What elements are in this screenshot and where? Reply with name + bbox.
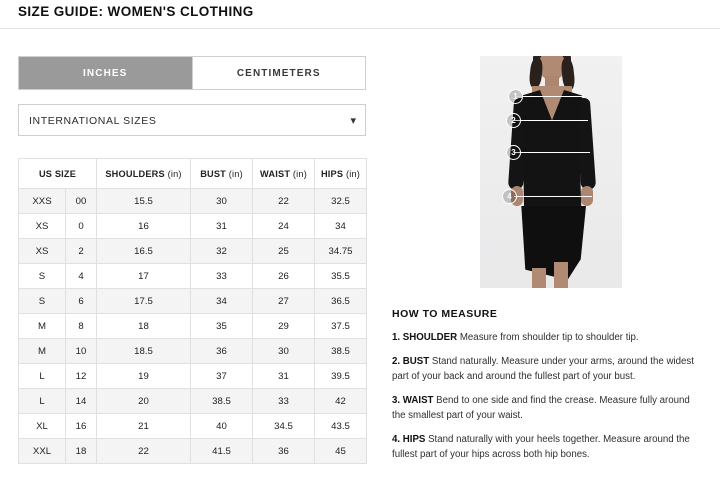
measure-line-shoulder [516, 96, 584, 97]
cell-us-size: M [19, 339, 66, 364]
cell-waist: 26 [253, 264, 315, 289]
size-system-select[interactable] [18, 104, 366, 136]
cell-numeric-size: 10 [66, 339, 97, 364]
cell-hips: 35.5 [315, 264, 367, 289]
cell-waist: 27 [253, 289, 315, 314]
col-header-shoulders-unit: (in) [167, 168, 182, 179]
cell-bust: 32 [191, 239, 253, 264]
col-header-waist [253, 159, 315, 189]
how-to-item-waist [392, 393, 704, 423]
table-header-row [19, 159, 367, 189]
cell-us-size: S [19, 264, 66, 289]
measure-line-waist [514, 152, 590, 153]
cell-waist: 24 [253, 214, 315, 239]
cell-bust: 38.5 [191, 389, 253, 414]
table-row [19, 239, 367, 264]
cell-shoulders: 15.5 [97, 189, 191, 214]
cell-hips: 36.5 [315, 289, 367, 314]
cell-hips: 34 [315, 214, 367, 239]
cell-numeric-size: 12 [66, 364, 97, 389]
cell-bust: 33 [191, 264, 253, 289]
unit-tabs [18, 56, 366, 90]
col-header-hips-label: HIPS [320, 168, 344, 179]
cell-numeric-size: 2 [66, 239, 97, 264]
cell-hips: 45 [315, 439, 367, 464]
cell-hips: 43.5 [315, 414, 367, 439]
cell-us-size: XXS [19, 189, 66, 214]
cell-bust: 37 [191, 364, 253, 389]
col-header-shoulders [97, 159, 191, 189]
cell-shoulders: 18 [97, 314, 191, 339]
cell-bust: 31 [191, 214, 253, 239]
cell-bust: 35 [191, 314, 253, 339]
tab-centimeters[interactable]: CENTIMETERS [193, 57, 366, 89]
how-to-item-hips-label: 4. HIPS [392, 434, 426, 446]
col-header-us-size [19, 159, 97, 189]
marker-shoulder: 1 [508, 89, 523, 104]
cell-numeric-size: 14 [66, 389, 97, 414]
how-to-item-bust-text: Stand naturally. Measure under your arms, around the widest part of your back and around the fullest part of your bust. [392, 356, 694, 383]
cell-us-size: M [19, 314, 66, 339]
cell-bust: 41.5 [191, 439, 253, 464]
table-row [19, 314, 367, 339]
cell-hips: 39.5 [315, 364, 367, 389]
cell-numeric-size: 0 [66, 214, 97, 239]
col-header-hips [315, 159, 367, 189]
cell-shoulders: 17.5 [97, 289, 191, 314]
cell-shoulders: 20 [97, 389, 191, 414]
cell-hips: 34.75 [315, 239, 367, 264]
how-to-item-hips [392, 432, 704, 462]
table-row [19, 414, 367, 439]
cell-us-size: L [19, 389, 66, 414]
cell-bust: 34 [191, 289, 253, 314]
cell-shoulders: 18.5 [97, 339, 191, 364]
how-to-item-hips-text: Stand naturally with your heels together. Measure around the fullest part of your hips across both hip bones. [392, 434, 690, 461]
cell-shoulders: 16.5 [97, 239, 191, 264]
cell-numeric-size: 18 [66, 439, 97, 464]
cell-waist: 22 [253, 189, 315, 214]
cell-waist: 25 [253, 239, 315, 264]
page-title: SIZE GUIDE: WOMEN'S CLOTHING [18, 4, 254, 19]
cell-numeric-size: 16 [66, 414, 97, 439]
table-row [19, 289, 367, 314]
cell-hips: 38.5 [315, 339, 367, 364]
cell-hips: 32.5 [315, 189, 367, 214]
model-leg-left [532, 268, 546, 288]
col-header-waist-label: WAIST [260, 168, 291, 179]
cell-shoulders: 22 [97, 439, 191, 464]
table-row [19, 439, 367, 464]
table-row [19, 364, 367, 389]
cell-shoulders: 16 [97, 214, 191, 239]
how-to-item-shoulder-label: 1. SHOULDER [392, 332, 458, 343]
how-to-item-shoulder [392, 330, 704, 345]
col-header-bust-label: BUST [200, 168, 226, 179]
header-divider [0, 28, 720, 29]
model-figure [480, 56, 622, 288]
col-header-shoulders-label: SHOULDERS [105, 168, 165, 179]
cell-numeric-size: 8 [66, 314, 97, 339]
col-header-waist-unit: (in) [292, 168, 307, 179]
cell-bust: 36 [191, 339, 253, 364]
cell-us-size: XL [19, 414, 66, 439]
cell-waist: 30 [253, 339, 315, 364]
cell-waist: 33 [253, 389, 315, 414]
cell-hips: 42 [315, 389, 367, 414]
marker-waist: 3 [506, 145, 521, 160]
cell-numeric-size: 00 [66, 189, 97, 214]
cell-bust: 30 [191, 189, 253, 214]
cell-hips: 37.5 [315, 314, 367, 339]
cell-waist: 34.5 [253, 414, 315, 439]
table-row [19, 389, 367, 414]
marker-bust: 2 [506, 113, 521, 128]
cell-shoulders: 19 [97, 364, 191, 389]
measure-line-hips [514, 196, 592, 197]
cell-shoulders: 21 [97, 414, 191, 439]
table-row [19, 339, 367, 364]
size-system-selected-value: INTERNATIONAL SIZES [29, 115, 157, 127]
cell-us-size: L [19, 364, 66, 389]
col-header-hips-unit: (in) [345, 168, 361, 179]
how-to-item-bust [392, 354, 704, 384]
col-header-bust-unit: (in) [228, 168, 243, 179]
measure-line-bust [514, 120, 588, 121]
cell-us-size: S [19, 289, 66, 314]
chevron-down-icon: ▾ [350, 114, 356, 127]
cell-us-size: XS [19, 214, 66, 239]
measurement-guide-panel [392, 56, 704, 471]
how-to-item-waist-label: 3. WAIST [392, 395, 434, 407]
how-to-item-bust-label: 2. BUST [392, 356, 430, 368]
table-row [19, 214, 367, 239]
col-header-us-size-label: US SIZE [38, 168, 77, 179]
size-chart-table [18, 158, 367, 464]
how-to-measure-title: HOW TO MEASURE [392, 308, 498, 320]
how-to-measure-list [392, 330, 704, 462]
cell-shoulders: 17 [97, 264, 191, 289]
cell-numeric-size: 6 [66, 289, 97, 314]
cell-waist: 36 [253, 439, 315, 464]
how-to-item-waist-text: Bend to one side and find the crease. Measure fully around the smallest part of your waist. [392, 395, 690, 422]
cell-bust: 40 [191, 414, 253, 439]
cell-us-size: XS [19, 239, 66, 264]
model-leg-right [554, 262, 568, 288]
table-row [19, 264, 367, 289]
cell-waist: 31 [253, 364, 315, 389]
tab-inches[interactable]: INCHES [19, 57, 193, 89]
cell-us-size: XXL [19, 439, 66, 464]
col-header-bust [191, 159, 253, 189]
cell-waist: 29 [253, 314, 315, 339]
size-table-panel [18, 56, 366, 464]
cell-numeric-size: 4 [66, 264, 97, 289]
marker-hips: 4 [502, 189, 517, 204]
table-row [19, 189, 367, 214]
how-to-item-shoulder-text: Measure from shoulder tip to shoulder tip. [459, 332, 639, 343]
